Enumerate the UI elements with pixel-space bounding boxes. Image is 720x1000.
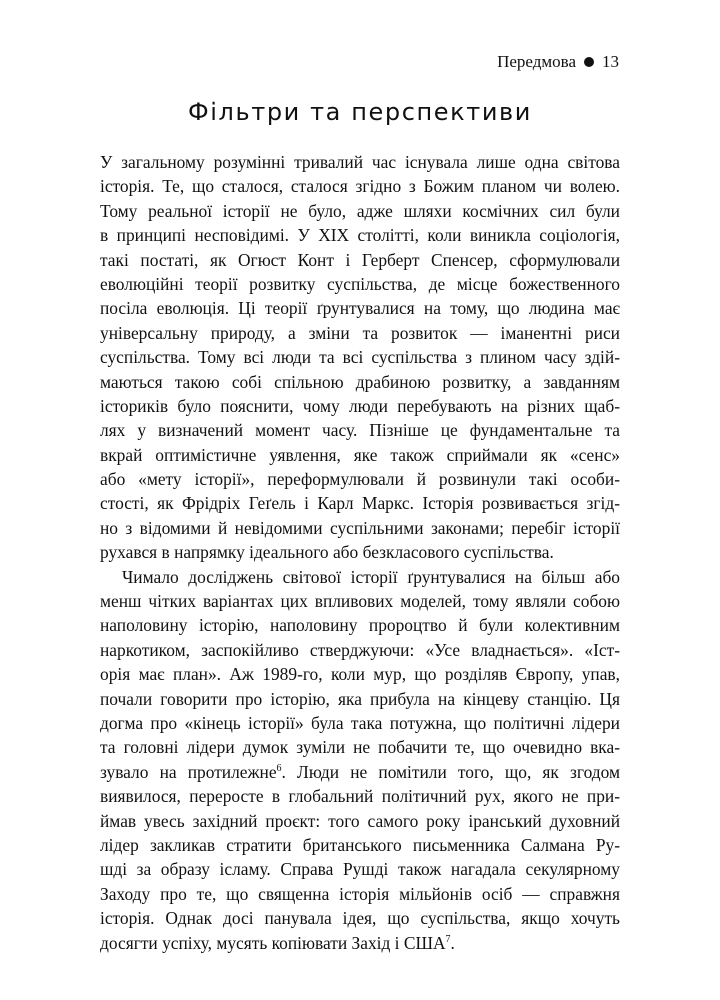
text-line: стості, як Фрідріх Геґель і Карл Маркс. Історія розвивається згід- [100,493,620,514]
running-header [497,52,619,72]
text-line: виявилося, переросте в глобальний політичний рух, якого не при- [100,786,620,807]
text-line: догма про «кінець історії» була така потужна, що політичні лідери [100,712,620,733]
text-line: наркотиком, заспокійливо стверджуючи: «Усе владнається». «Іст- [100,639,620,660]
text-line [100,760,620,784]
text-line: У загальному розумінні тривалий час існувала лише одна світова [100,152,620,172]
section-name: Передмова [497,52,576,71]
text-line: або «мету історії», переформулювали й розвинули такі особи- [100,469,620,490]
text-segment: . Люди не помітили того, що, як згодом [281,761,620,782]
text-line: посіла еволюція. Ці теорії ґрунтувалися на тому, що людина має [100,298,620,319]
bullet-dot-icon [584,57,594,67]
text-line: маються такою собі спільною драбиною розвитку, а завданням [100,371,620,392]
text-line: Заходу про те, що священна історія мільйонів осіб — справжня [100,883,620,904]
text-line: орія має план». Аж 1989-го, коли мур, що розділяв Європу, упав, [100,664,620,685]
text-line: Тому реальної історії не було, адже шляхи космічних сил були [100,200,620,221]
text-segment: досягти успіху, мусять копіювати Захід і США [100,932,446,953]
text-line: такі постаті, як Огюст Конт і Герберт Спенсер, сформулювали [100,249,620,270]
text-line: еволюційні теорії розвитку суспільства, де місце божественного [100,273,620,294]
text-line: в принципі несповідимі. У ХІХ столітті, коли виникла соціологія, [100,225,620,246]
text-line: лідер закликав стратити британського письменника Салмана Ру- [100,834,620,855]
text-line: суспільства. Тому всі люди та всі суспільства з плином часу здій- [100,347,620,368]
text-line: вкрай оптимістичне уявлення, яке також сприймали як «сенс» [100,444,620,465]
text-line: ймав увесь західний проєкт: того самого року іранський духовний [100,810,620,831]
text-line: лях у визначений момент часу. Пізніше це фундаментальне та [100,420,620,441]
text-line: почали говорити про історію, яка прибула на кінцеву станцію. Ця [100,688,620,709]
text-line: Чимало досліджень світової історії ґрунтувалися на більш або [122,566,620,587]
body-text [100,150,620,955]
text-line: універсальну природу, а зміни та розвиток — іманентні риси [100,322,620,343]
text-line: шді за образу ісламу. Справа Рушді також нагадала секулярному [100,859,620,880]
text-line: істориків було пояснити, чому люди перебувають на різних щаб- [100,395,620,416]
footnote-ref: 7 [445,933,451,945]
text-line [100,931,620,955]
chapter-title: Фільтри та перспективи [188,98,532,126]
text-line: менш чітких варіантах цих впливових моделей, тому являли собою [100,591,620,612]
text-line: но з відомими й невідомими суспільними законами; перебіг історії [100,517,620,538]
text-line: рухався в напрямку ідеального або безкласового суспільства. [100,542,554,563]
footnote-ref: 6 [276,762,282,774]
text-segment: зувало на протилежне [100,761,277,782]
text-line: наполовину історію, наполовину пророцтво й були колективним [100,615,620,636]
text-line: історія. Однак досі панувала ідея, що суспільства, якщо хочуть [100,908,620,929]
text-line: та головні лідери думок зуміли не побачити те, що очевидно вка- [100,737,620,758]
text-line: історія. Те, що сталося, сталося згідно з Божим планом чи волею. [100,176,620,197]
page-number: 13 [602,52,619,71]
text-segment: . [450,932,455,953]
